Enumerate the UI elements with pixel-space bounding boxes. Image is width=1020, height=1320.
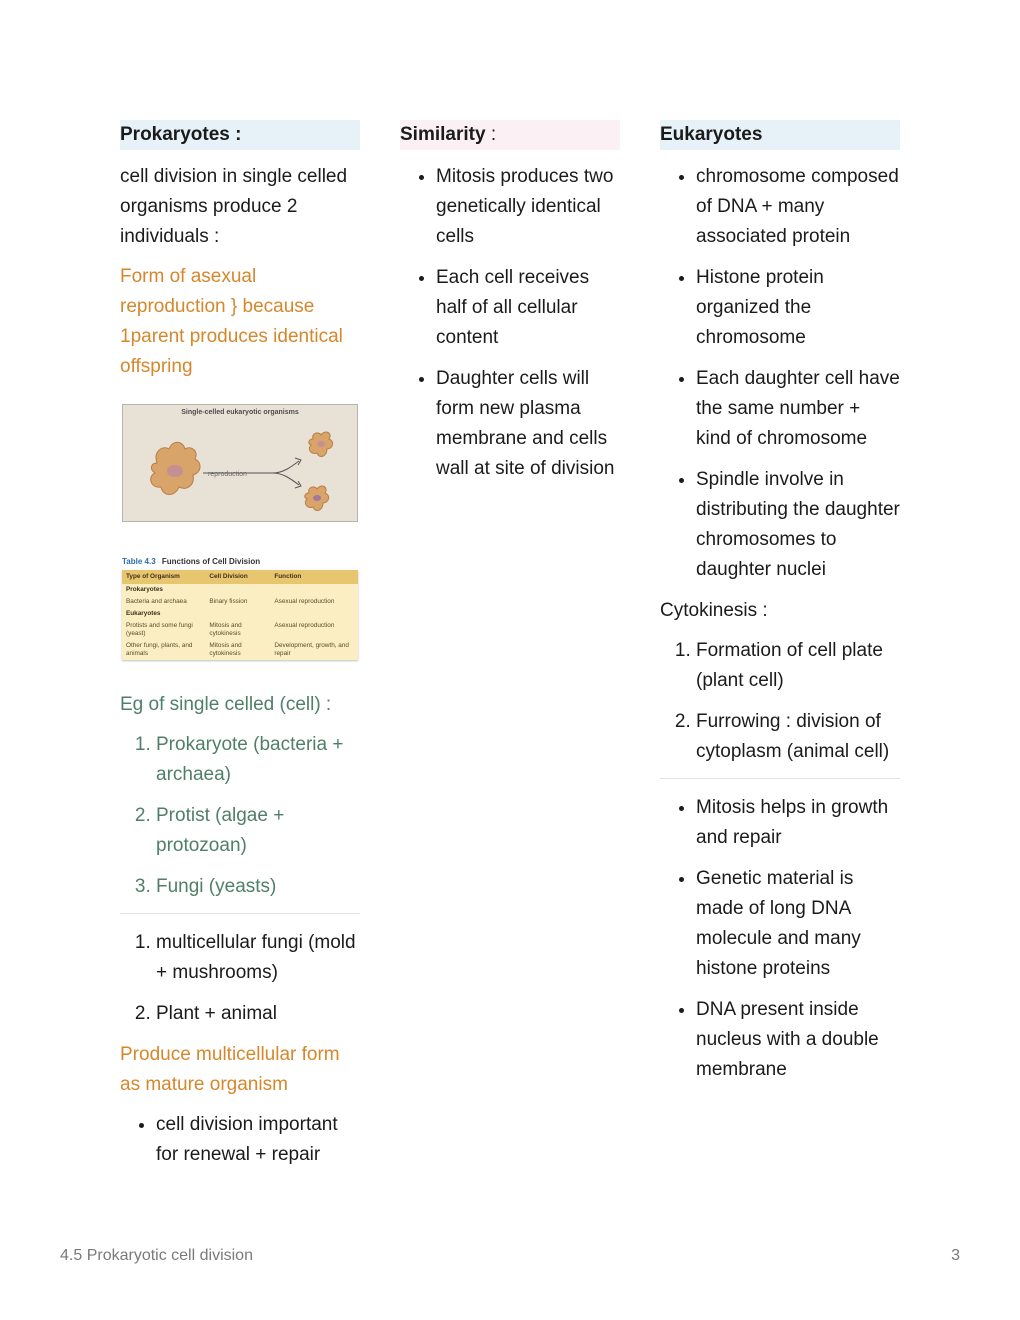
functions-table <box>122 570 358 660</box>
table-caption <box>122 556 358 567</box>
list-item: • DNA present inside nucleus with a double membrane <box>696 995 900 1085</box>
mitosis-facts-list <box>660 793 900 1085</box>
list-item: • Histone protein organized the chromosome <box>696 263 900 353</box>
list-item: • Each cell receives half of all cellular content <box>436 263 620 353</box>
figure-title: Single-celled eukaryotic organisms <box>181 409 299 416</box>
list-item: • Genetic material is made of long DNA molecule and many histone proteins <box>696 864 900 984</box>
table-row <box>122 620 358 640</box>
similarity-column <box>400 120 620 495</box>
reproduction-label: reproduction <box>208 471 247 478</box>
list-item: 1. multicellular fungi (mold + mushrooms) <box>156 928 360 988</box>
cytokinesis-list <box>660 636 900 767</box>
table-cell: Protists and some fungi (yeast) <box>126 622 193 637</box>
footer-title: 4.5 Prokaryotic cell division <box>60 1247 253 1264</box>
table-cell: Development, growth, and repair <box>274 642 349 657</box>
table-group-label: Eukaryotes <box>126 610 161 617</box>
list-item: • cell division important for renewal + repair <box>156 1110 360 1170</box>
single-celled-organisms-figure <box>122 404 358 522</box>
table-group-row <box>122 584 358 596</box>
multicellular-list <box>120 928 360 1029</box>
cytokinesis-heading: Cytokinesis : <box>660 600 768 621</box>
asexual-note: Form of asexual reproduction } because 1parent produces identical offspring <box>120 266 343 377</box>
list-item: • Spindle involve in distributing the daughter chromosomes to daughter nuclei <box>696 465 900 585</box>
list-item: 2. Furrowing : division of cytoplasm (animal cell) <box>696 707 900 767</box>
table-header-row <box>122 570 358 584</box>
similarity-heading: Similarity : <box>400 120 620 150</box>
reproduction-arrow-bottom <box>273 473 299 485</box>
table-group-row <box>122 608 358 620</box>
eukaryotes-heading: Eukaryotes <box>660 120 900 150</box>
table-cell: Asexual reproduction <box>274 622 335 629</box>
amoeba-illustration <box>123 405 359 523</box>
table-row <box>122 596 358 608</box>
cell-division-functions-table-figure <box>122 556 358 660</box>
table-cell: Other fungi, plants, and animals <box>126 642 193 657</box>
list-item: • chromosome composed of DNA + many associated protein <box>696 162 900 252</box>
list-item: 1. Formation of cell plate (plant cell) <box>696 636 900 696</box>
list-item: • Daughter cells will form new plasma membrane and cells wall at site of division <box>436 364 620 484</box>
renewal-bullets <box>120 1110 360 1170</box>
table-cell: Binary fission <box>209 598 248 605</box>
page-number: 3 <box>951 1247 960 1264</box>
table-title: Functions of Cell Division <box>161 557 261 566</box>
table-number: Table 4.3 <box>122 557 156 566</box>
examples-heading: Eg of single celled (cell) : <box>120 694 332 715</box>
table-group-label: Prokaryotes <box>126 586 163 593</box>
examples-list <box>120 730 360 902</box>
daughter-nucleus-top <box>317 441 325 447</box>
table-cell: Mitosis and cytokinesis <box>209 642 242 657</box>
prokaryotes-column <box>120 120 360 1181</box>
list-item: • Mitosis produces two genetically identical cells <box>436 162 620 252</box>
table-row <box>122 640 358 660</box>
table-cell: Bacteria and archaea <box>126 598 187 605</box>
table-cell: Asexual reproduction <box>274 598 335 605</box>
prokaryotes-heading: Prokaryotes : <box>120 120 360 150</box>
parent-nucleus <box>167 465 183 477</box>
list-item: 1. Prokaryote (bacteria + archaea) <box>156 730 360 790</box>
daughter-nucleus-bottom <box>313 495 321 501</box>
divider <box>120 913 360 914</box>
list-item: • Each daughter cell have the same number + kind of chromosome <box>696 364 900 454</box>
table-header-cell: Function <box>270 570 358 584</box>
list-item: 3. Fungi (yeasts) <box>156 872 360 902</box>
table-header-cell: Cell Division <box>205 570 270 584</box>
eukaryotes-column <box>660 120 900 1096</box>
prokaryotes-intro: cell division in single celled organisms produce 2 individuals : <box>120 166 348 247</box>
list-item: 2. Protist (algae + protozoan) <box>156 801 360 861</box>
multicellular-note: Produce multicellular form as mature organism <box>120 1044 340 1095</box>
divider <box>660 778 900 779</box>
list-item: • Mitosis helps in growth and repair <box>696 793 900 853</box>
list-item: 2. Plant + animal <box>156 999 360 1029</box>
table-header-cell: Type of Organism <box>122 570 205 584</box>
eukaryotes-list <box>660 162 900 585</box>
table-cell: Mitosis and cytokinesis <box>209 622 242 637</box>
similarity-list <box>400 162 620 484</box>
